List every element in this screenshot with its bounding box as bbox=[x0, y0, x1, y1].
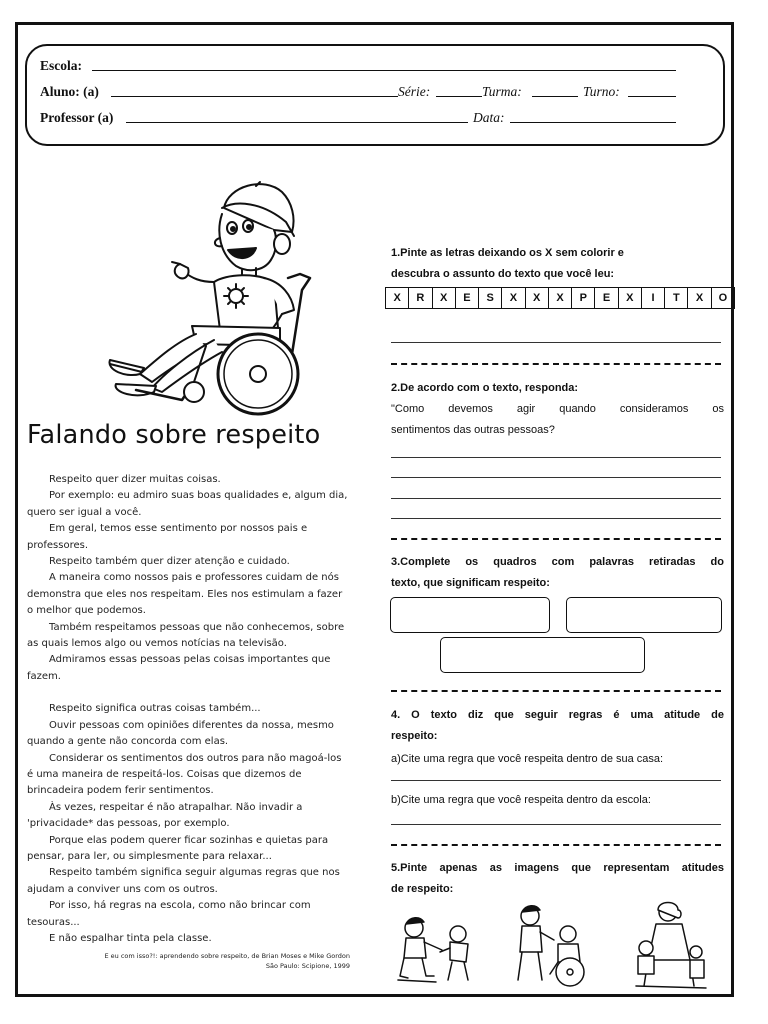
story-paragraph: Às vezes, respeitar é não atrapalhar. Não invadir a 'privacidade* das pessoas, por exemplo. bbox=[27, 801, 303, 830]
letter-cell[interactable]: X bbox=[433, 288, 456, 308]
question-3-line: 3.Complete os quadros com palavras retiradas do bbox=[391, 556, 724, 568]
turma-label: Turma: bbox=[482, 84, 522, 99]
letter-cell[interactable]: E bbox=[595, 288, 618, 308]
answer-line[interactable] bbox=[391, 477, 721, 478]
story-paragraph: Por isso, há regras na escola, como não brincar com tesouras... bbox=[27, 900, 311, 928]
section-divider bbox=[391, 844, 721, 846]
question-5-line: de respeito: bbox=[391, 883, 454, 895]
letter-cell[interactable]: I bbox=[642, 288, 665, 308]
turma-field[interactable] bbox=[532, 96, 578, 97]
source-line: E eu com isso?!: aprendendo sobre respeito, de Brian Moses e Mike Gordon bbox=[104, 952, 350, 960]
letter-cell[interactable]: X bbox=[619, 288, 642, 308]
letter-cell[interactable]: X bbox=[688, 288, 711, 308]
question-5 bbox=[391, 858, 724, 900]
student-info-box bbox=[25, 44, 725, 146]
source-citation bbox=[58, 951, 350, 971]
serie-field[interactable] bbox=[436, 96, 482, 97]
turno-field[interactable] bbox=[628, 96, 676, 97]
data-field[interactable] bbox=[510, 122, 676, 123]
question-2-heading: 2.De acordo com o texto, responda: bbox=[391, 382, 579, 394]
letter-cell[interactable]: R bbox=[409, 288, 432, 308]
serie-label: Série: bbox=[398, 84, 431, 99]
answer-box[interactable] bbox=[440, 637, 645, 673]
story-paragraph: Por exemplo: eu admiro suas boas qualidades e, algum dia, quero ser igual a você. bbox=[27, 490, 348, 518]
question-2-line: sentimentos das outras pessoas? bbox=[391, 424, 555, 436]
question-4 bbox=[391, 705, 724, 770]
story-paragraph: Ouvir pessoas com opiniões diferentes da nossa, mesmo quando a gente não concorda com elas. bbox=[27, 719, 334, 748]
story-paragraph: Em geral, temos esse sentimento por nossos pais e professores. bbox=[27, 523, 308, 551]
escola-field[interactable] bbox=[92, 70, 676, 71]
answer-box[interactable] bbox=[390, 597, 550, 633]
question-5-line: 5.Pinte apenas as imagens que representam atitudes bbox=[391, 862, 724, 874]
question-1 bbox=[391, 243, 724, 285]
question-4-line: respeito: bbox=[391, 730, 438, 742]
letter-cell[interactable]: X bbox=[502, 288, 525, 308]
section-divider bbox=[391, 363, 721, 365]
section-divider bbox=[391, 690, 721, 692]
question-4a: a)Cite uma regra que você respeita dentro de sua casa: bbox=[391, 753, 664, 765]
story-paragraph: E não espalhar tinta pela classe. bbox=[49, 932, 212, 944]
section-divider bbox=[391, 538, 721, 540]
question-4-line: 4. O texto diz que seguir regras é uma atitude de bbox=[391, 709, 724, 721]
answer-line[interactable] bbox=[391, 824, 721, 825]
question-2 bbox=[391, 378, 724, 441]
story-paragraph: Também respeitamos pessoas que não conhecemos, sobre as quais lemos algo ou vemos notícias na televisão. bbox=[27, 621, 345, 650]
story-paragraph: A maneira como nossos pais e professores cuidam de nós demonstra que eles nos respeitam. Eles nos estimulam a fazer o melhor que podemos. bbox=[27, 572, 343, 617]
turno-label: Turno: bbox=[583, 84, 620, 99]
story-paragraph: Respeito significa outras coisas também... bbox=[49, 703, 261, 715]
kid-helping-wheelchair-image[interactable] bbox=[518, 906, 584, 986]
story-paragraph: Porque elas podem querer ficar sozinhas e quietas para pensar, para ler, ou simplesmente para relaxar... bbox=[27, 834, 329, 862]
question-4b: b)Cite uma regra que você respeita dentro da escola: bbox=[391, 794, 651, 806]
question-2-line: "Como devemos agir quando consideramos os bbox=[391, 403, 724, 415]
story-paragraph: Admiramos essas pessoas pelas coisas importantes que fazem. bbox=[27, 654, 331, 682]
boy-in-wheelchair-illustration bbox=[96, 178, 336, 416]
letter-cell[interactable]: X bbox=[526, 288, 549, 308]
story-paragraph: Considerar os sentimentos dos outros para não magoá-los é uma maneira de respeitá-los. Coisas que dizemos de brincadeira podem ferir sentimentos. bbox=[27, 752, 342, 797]
letter-cell[interactable]: X bbox=[386, 288, 409, 308]
kids-playing-image[interactable] bbox=[398, 918, 468, 982]
question-4b-wrap bbox=[391, 790, 724, 811]
family-image[interactable] bbox=[636, 903, 706, 989]
story-paragraph: Respeito também significa seguir algumas regras que nos ajudam a conviver uns com os outros. bbox=[27, 867, 340, 895]
question-3-line: texto, que significam respeito: bbox=[391, 577, 550, 589]
letter-cell[interactable]: E bbox=[456, 288, 479, 308]
letter-cell[interactable]: S bbox=[479, 288, 502, 308]
letter-cell[interactable]: X bbox=[549, 288, 572, 308]
answer-line[interactable] bbox=[391, 780, 721, 781]
answer-box[interactable] bbox=[566, 597, 722, 633]
question-1-line: descubra o assunto do texto que você leu: bbox=[391, 268, 615, 280]
answer-line[interactable] bbox=[391, 518, 721, 519]
escola-label: Escola: bbox=[40, 58, 82, 73]
story-title: Falando sobre respeito bbox=[27, 420, 321, 450]
letter-cell[interactable]: T bbox=[665, 288, 688, 308]
answer-line[interactable] bbox=[391, 498, 721, 499]
answer-line[interactable] bbox=[391, 342, 721, 343]
story-text bbox=[27, 472, 349, 947]
professor-label: Professor (a) bbox=[40, 110, 114, 125]
aluno-label: Aluno: (a) bbox=[40, 84, 99, 99]
letter-cell[interactable]: O bbox=[718, 292, 728, 304]
story-paragraph: Respeito quer dizer muitas coisas. bbox=[49, 474, 221, 485]
data-label: Data: bbox=[473, 110, 505, 125]
source-line: São Paulo: Scipione, 1999 bbox=[265, 962, 350, 970]
question-1-line: 1.Pinte as letras deixando os X sem colorir e bbox=[391, 247, 624, 259]
aluno-field[interactable] bbox=[111, 96, 398, 97]
professor-field[interactable] bbox=[126, 122, 468, 123]
letter-cell[interactable]: P bbox=[572, 288, 595, 308]
question-3 bbox=[391, 552, 724, 594]
answer-line[interactable] bbox=[391, 457, 721, 458]
story-paragraph: Respeito também quer dizer atenção e cuidado. bbox=[49, 556, 290, 568]
coloring-images bbox=[392, 900, 724, 990]
letter-grid bbox=[385, 287, 735, 309]
